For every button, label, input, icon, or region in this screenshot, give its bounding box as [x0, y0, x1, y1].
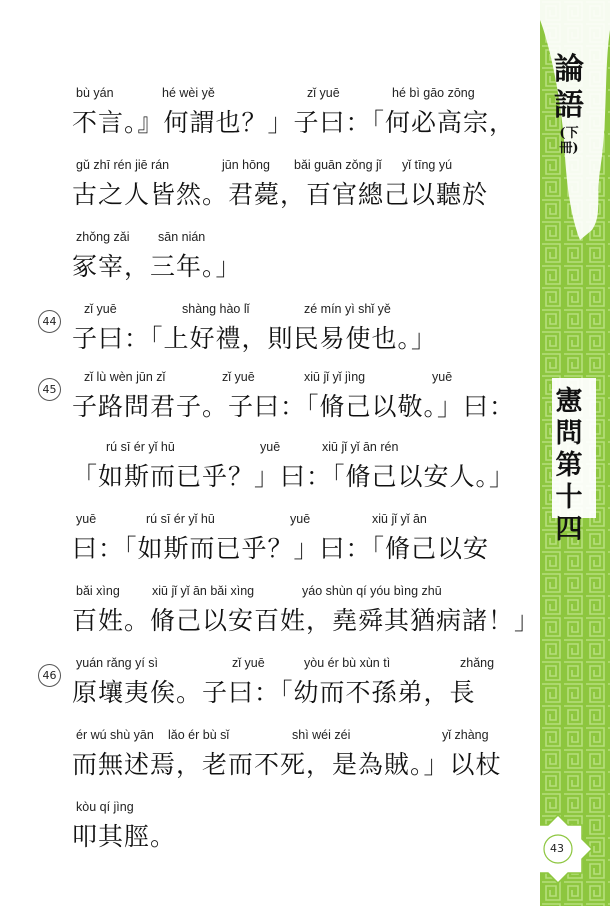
pinyin: zǐ yuē	[84, 302, 117, 316]
chinese-text: 原壤夷俟。子曰：「幼而不孫弟，長	[72, 678, 476, 707]
chinese-text: 叩其脛。	[72, 822, 177, 851]
pinyin: zhǒng zǎi	[76, 230, 130, 244]
pinyin-row	[72, 370, 492, 386]
pinyin: yuē	[432, 370, 453, 384]
pinyin-row	[72, 158, 492, 174]
pinyin: bù yán	[76, 86, 114, 100]
passage-number: 44	[38, 310, 61, 333]
chinese-text: 冢宰，三年。」	[72, 252, 242, 281]
pinyin-row	[72, 86, 492, 102]
pinyin: xiū jǐ yǐ ān	[372, 512, 427, 526]
pinyin: shàng hào lǐ	[182, 302, 250, 316]
pinyin: sān nián	[158, 230, 206, 244]
pinyin: hé bì gāo zōng	[392, 86, 475, 100]
pinyin: zé mín yì shǐ yě	[304, 302, 391, 316]
pinyin: yuē	[290, 512, 311, 526]
chinese-text: 子曰：「上好禮，則民易使也。」	[72, 324, 438, 353]
pinyin-row	[72, 800, 492, 816]
pinyin-row	[72, 302, 492, 318]
pinyin: ér wú shù yān	[76, 728, 154, 742]
pinyin: zǐ yuē	[232, 656, 265, 670]
pinyin: zhǎng	[460, 656, 495, 670]
pinyin: yuán rǎng yí sì	[76, 656, 158, 670]
chinese-text: 古之人皆然。君薨，百官總己以聽於	[72, 180, 489, 209]
pinyin: lǎo ér bù sǐ	[168, 728, 230, 742]
chinese-text: 「如斯而已乎？」曰：「脩己以安人。」	[72, 462, 516, 491]
pinyin-row	[72, 656, 495, 672]
chinese-text: 子路問君子。子曰：「脩己以敬。」曰：	[72, 392, 516, 421]
pinyin: xiū jǐ yǐ ān rén	[322, 440, 399, 454]
pinyin: hé wèi yě	[162, 86, 215, 100]
pinyin: xiū jǐ yǐ ān bǎi xìng	[152, 584, 255, 598]
page-number: 43	[550, 842, 564, 855]
pinyin: jūn hōng	[222, 158, 270, 172]
pinyin: yǐ tīng yú	[402, 158, 453, 172]
chinese-text: 而無述焉，老而不死，是為賊。」以杖	[72, 750, 502, 779]
pinyin-row	[72, 584, 492, 600]
pinyin: bǎi xìng	[76, 584, 120, 598]
chinese-text: 曰：「如斯而已乎？」曰：「脩己以安	[72, 534, 490, 563]
pinyin: yuē	[260, 440, 281, 454]
pinyin-row	[72, 230, 492, 246]
pinyin: yáo shùn qí yóu bìng zhū	[302, 584, 442, 598]
pinyin-row	[72, 512, 492, 528]
passage-number: 45	[38, 378, 61, 401]
pinyin-row	[72, 728, 492, 744]
book-title: 論 語	[554, 52, 584, 123]
pinyin-row	[72, 440, 492, 456]
book-volume: (下 冊)	[559, 126, 579, 156]
pinyin: zǐ yuē	[307, 86, 340, 100]
pinyin: gǔ zhī rén jiē rán	[76, 158, 170, 172]
chapter-title: 憲 問 第 十 四	[555, 386, 583, 545]
pinyin: kòu qí jìng	[76, 800, 134, 814]
pinyin: yòu ér bù xùn tì	[304, 656, 391, 670]
pinyin: yǐ zhàng	[442, 728, 489, 742]
pinyin: xiū jǐ yǐ jìng	[304, 370, 366, 384]
pinyin: shì wéi zéi	[292, 728, 351, 742]
pinyin: zǐ lù wèn jūn zǐ	[84, 370, 166, 384]
pinyin: bǎi guān zǒng jǐ	[294, 158, 382, 172]
pinyin: zǐ yuē	[222, 370, 255, 384]
pinyin: yuē	[76, 512, 97, 526]
pinyin: rú sī ér yǐ hū	[106, 440, 175, 454]
chinese-text: 百姓。脩己以安百姓，堯舜其猶病諸！」	[72, 606, 541, 635]
passage-number: 46	[38, 664, 61, 687]
chinese-text: 不言。』何謂也？」子曰：「何必高宗，	[72, 108, 516, 137]
pinyin: rú sī ér yǐ hū	[146, 512, 215, 526]
